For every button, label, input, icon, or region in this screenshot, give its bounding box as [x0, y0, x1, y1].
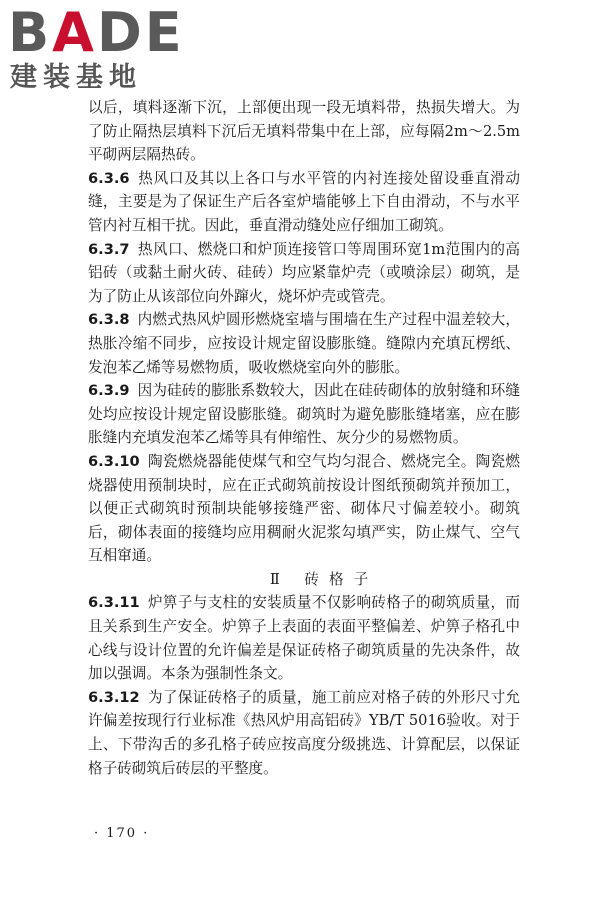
clause-number: 6.3.11: [88, 594, 140, 612]
clause-number: 6.3.8: [88, 311, 130, 329]
clause-text: 为了保证砖格子的质量，施工前应对格子砖的外形尺寸允许偏差按现行行业标准《热风炉用高铝砖》YB/T 5016验收。对于上、下带沟舌的多孔格子砖应按高度分级挑选、计算配层，以保证格子砖砌筑后砖层的平整度。: [88, 688, 520, 777]
clause-number: 6.3.10: [88, 452, 140, 470]
clause-6-3-9: [88, 379, 520, 450]
clause-text: 因为硅砖的膨胀系数较大，因此在硅砖砌体的放射缝和环缝处均应按设计规定留设膨胀缝。砌筑时为避免膨胀缝堵塞，应在膨胀缝内充填发泡苯乙烯等具有伸缩性、灰分少的易燃物质。: [88, 382, 520, 447]
paragraph-intro: 以后，填料逐渐下沉，上部便出现一段无填料带，热损失增大。为了防止隔热层填料下沉后无填料带集中在上部，应每隔2m～2.5m平砌两层隔热砖。: [88, 99, 520, 164]
logo: [8, 1, 185, 96]
section-heading: Ⅱ 砖格子: [269, 570, 379, 588]
clause-number: 6.3.12: [88, 688, 140, 706]
clause-text: 陶瓷燃烧器能使煤气和空气均匀混合、燃烧完全。陶瓷燃烧器使用预制块时，应在正式砌筑前按设计图纸预砌筑并预加工，以便正式砌筑时预制块能够接缝严密、砌体尺寸偏差较小。砌筑后，砌体表面的接缝均应用稠耐火泥浆勾填严实，防止煤气、空气互相窜通。: [88, 452, 520, 565]
clause-6-3-7: [88, 238, 520, 309]
clause-6-3-6: [88, 167, 520, 238]
logo-letters: DE: [96, 1, 185, 64]
clause-number: 6.3.6: [88, 169, 130, 187]
logo-wordmark: [8, 1, 185, 64]
clause-6-3-12: [88, 686, 520, 780]
page-body: [88, 96, 520, 780]
clause-text: 热风口及其以上各口与水平管的内衬连接处留设垂直滑动缝，主要是为了保证生产后各室炉墙能够上下自由滑动，不与水平管内衬互相干扰。因此，垂直滑动缝处应仔细加工砌筑。: [88, 169, 520, 234]
clause-6-3-11: [88, 591, 520, 685]
clause-text: 炉箅子与支柱的安装质量不仅影响砖格子的砌筑质量，而且关系到生产安全。炉箅子上表面的表面平整偏差、炉箅子格孔中心线与设计位置的允许偏差是保证砖格子砌筑质量的先决条件，故加以强调。本条为强制性条文。: [88, 594, 520, 683]
clause-6-3-10: [88, 450, 520, 568]
clause-number: 6.3.7: [88, 240, 130, 258]
logo-subtitle: 建装基地: [10, 62, 142, 93]
clause-text: 热风口、燃烧口和炉顶连接管口等周围环宽1m范围内的高铝砖（或黏土耐火砖、硅砖）均应紧靠炉壳（或喷涂层）砌筑，是为了防止从该部位向外蹿火，烧坏炉壳或管壳。: [88, 240, 520, 305]
logo-letter-accent: A: [52, 1, 97, 64]
logo-letter: B: [8, 1, 53, 64]
clause-number: 6.3.9: [88, 382, 130, 400]
page-number: · 170 ·: [94, 826, 150, 841]
clause-6-3-8: [88, 308, 520, 379]
clause-text: 内燃式热风炉圆形燃烧室墙与围墙在生产过程中温差较大，热胀冷缩不同步，应按设计规定留设膨胀缝。缝隙内充填瓦楞纸、发泡苯乙烯等易燃物质，吸收燃烧室向外的膨胀。: [88, 311, 520, 376]
